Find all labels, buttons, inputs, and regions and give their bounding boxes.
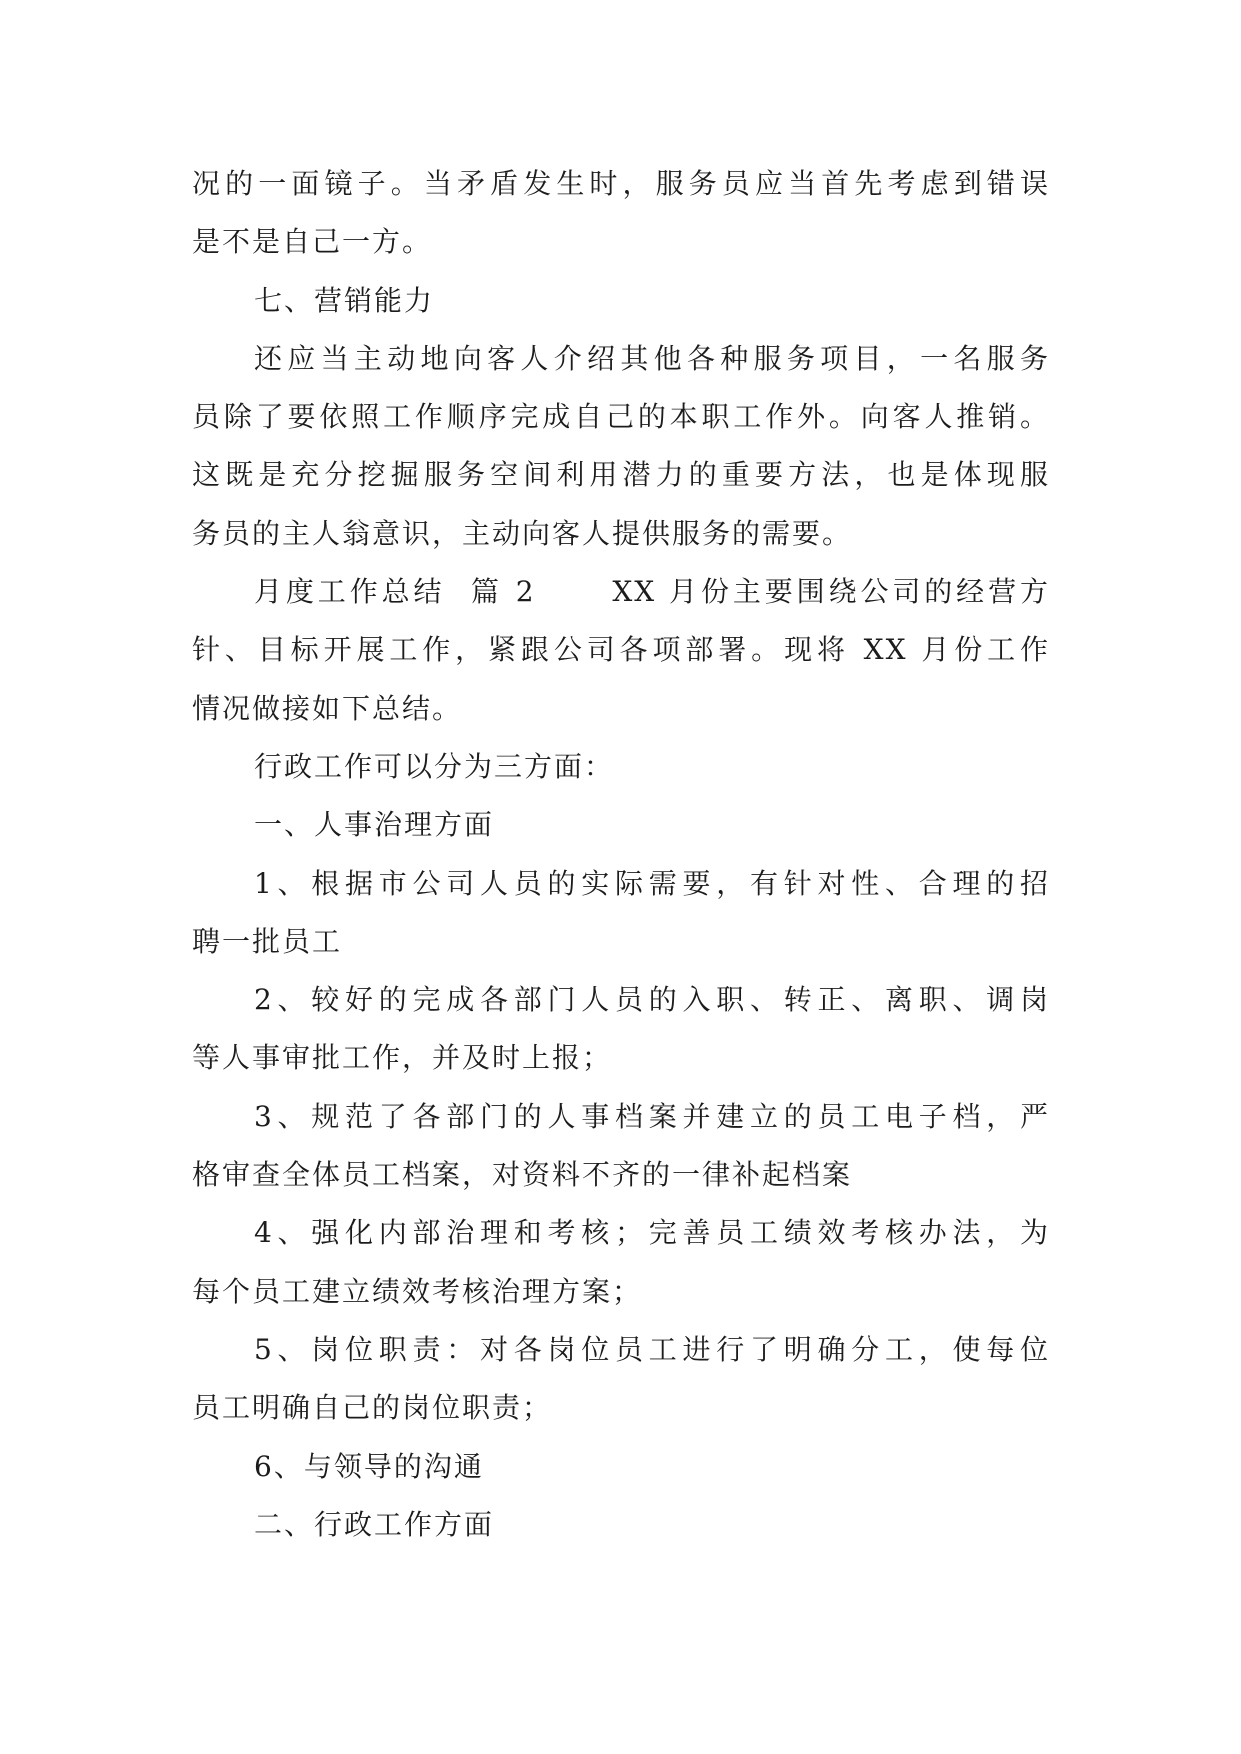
text-line: 4、强化内部治理和考核；完善员工绩效考核办法，为 [254,1216,1050,1250]
text-line: 1、根据市公司人员的实际需要，有针对性、合理的招 [254,866,1050,900]
paragraph-admin-intro [192,738,1050,796]
section-heading-admin [192,1496,1050,1554]
text-line: 3、规范了各部门的人事档案并建立的员工电子档，严 [254,1099,1050,1133]
paragraph-marketing [192,330,1050,563]
text-line: 情况做接如下总结。 [192,691,463,725]
text-line: 等人事审批工作，并及时上报； [192,1041,613,1075]
text-line: 格审查全体员工档案，对资料不齐的一律补起档案 [192,1158,853,1192]
document-body [192,155,1050,1554]
text-line: 行政工作可以分为三方面： [254,749,615,783]
text-line: 针、目标开展工作，紧跟公司各项部署。现将 XX 月份工作 [192,633,1050,667]
section-heading-marketing [192,272,1050,330]
text-line: 一、人事治理方面 [254,808,495,842]
list-item-3 [192,1088,1050,1205]
text-line: 每个员工建立绩效考核治理方案； [192,1274,643,1308]
list-item-1 [192,855,1050,972]
text-line: 七、营销能力 [254,283,435,317]
list-item-4 [192,1204,1050,1321]
text-line: 6、与领导的沟通 [254,1449,484,1483]
text-line: 二、行政工作方面 [254,1507,495,1541]
text-line: 务员的主人翁意识，主动向客人提供服务的需要。 [192,516,853,550]
list-item-6 [192,1438,1050,1496]
text-line: 这既是充分挖掘服务空间利用潜力的重要方法，也是体现服 [192,458,1050,492]
paragraph-monthly-summary [192,563,1050,738]
text-line: 月度工作总结 篇 2 XX 月份主要围绕公司的经营方 [254,575,1050,609]
text-line: 员工明确自己的岗位职责； [192,1391,553,1425]
list-item-5 [192,1321,1050,1438]
text-line: 2、较好的完成各部门人员的入职、转正、离职、调岗 [254,983,1050,1017]
list-item-2 [192,971,1050,1088]
text-line: 况的一面镜子。当矛盾发生时，服务员应当首先考虑到错误 [192,167,1050,200]
text-line: 员除了要依照工作顺序完成自己的本职工作外。向客人推销。 [192,400,1050,434]
text-line: 还应当主动地向客人介绍其他各种服务项目，一名服务 [254,341,1050,375]
text-line: 是不是自己一方。 [192,225,433,259]
section-heading-hr [192,796,1050,854]
text-line: 聘一批员工 [192,924,343,958]
text-line: 5、岗位职责：对各岗位员工进行了明确分工，使每位 [254,1332,1050,1366]
paragraph-continuation [192,155,1050,272]
